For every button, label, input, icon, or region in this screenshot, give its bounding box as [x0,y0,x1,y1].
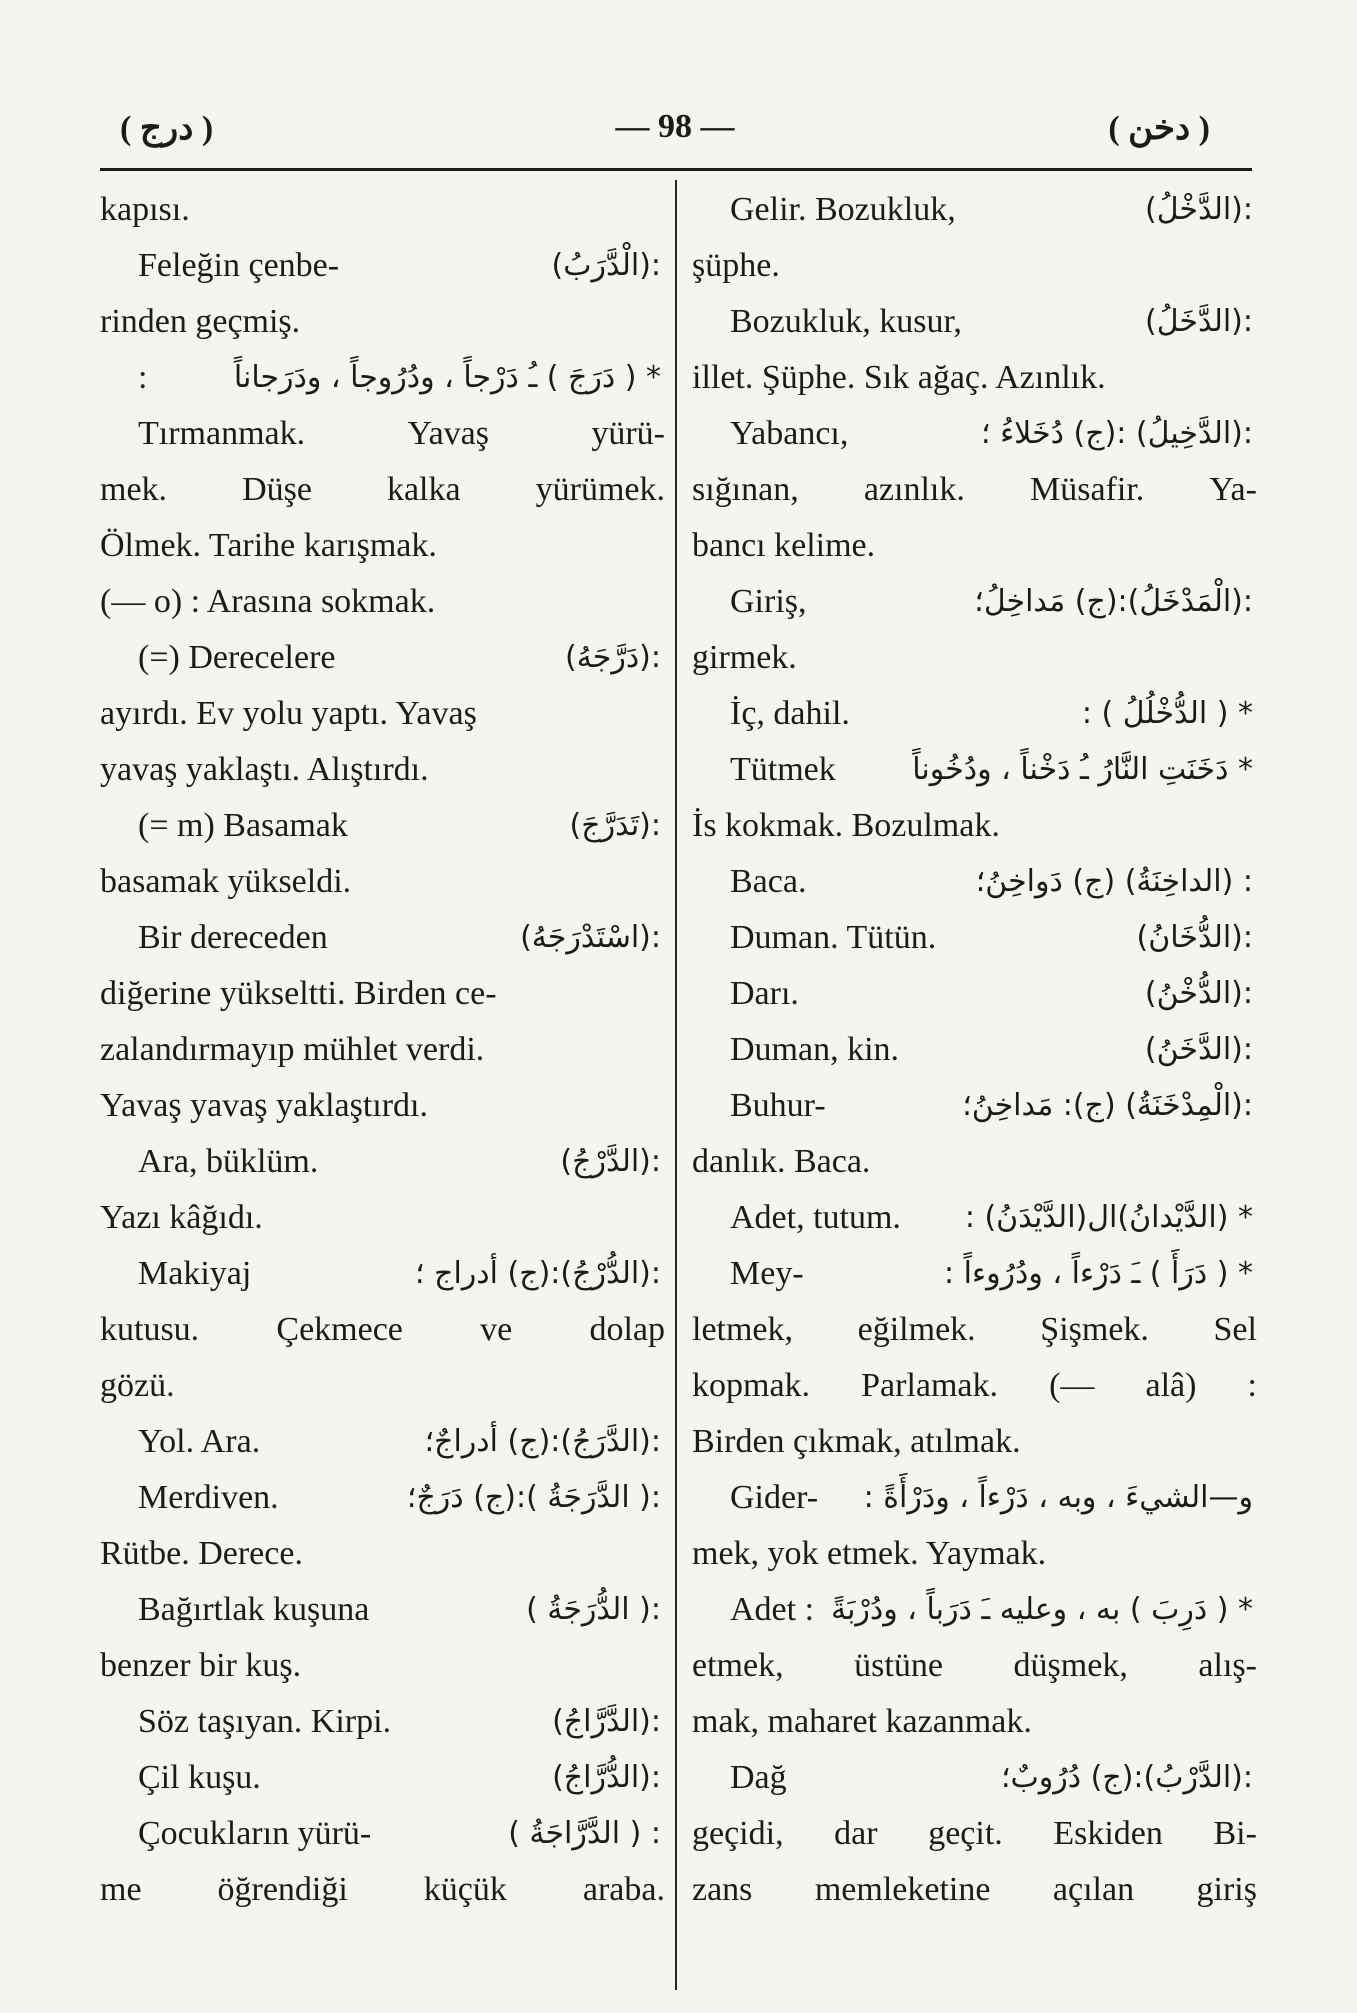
entry-word: eğilmek. [857,1311,976,1348]
entry-word: Yavaş [407,415,490,452]
entry-text: mek, yok etmek. Yaymak. [692,1535,1047,1572]
arabic-headword: :(الدَّخِيلُ) :(ج) دُخَلاءُ ؛ [981,416,1253,451]
dictionary-line [692,910,1257,966]
dictionary-line [692,1694,1257,1750]
dictionary-line [692,798,1257,854]
dictionary-line [692,686,1257,742]
entry-word: mek. [100,471,168,508]
entry-word: kopmak. [692,1367,811,1404]
dictionary-line [100,1358,665,1414]
entry-text: illet. Şüphe. Sık ağaç. Azınlık. [692,359,1106,396]
entry-word: Şişmek. [1040,1311,1149,1348]
entry-text: Yabancı, [730,415,849,452]
dictionary-line [692,854,1257,910]
dictionary-line [100,742,665,798]
dictionary-line [692,1078,1257,1134]
arabic-headword: :(الْمَدْخَلُ):(ج) مَداخِلُ؛ [974,584,1253,619]
entry-text: Gider- [730,1479,819,1516]
dictionary-line [692,1750,1257,1806]
arabic-headword: :(الدُّخَانُ) [1136,920,1253,955]
entry-text: (= m) Basamak [138,807,348,844]
dictionary-line [100,1526,665,1582]
entry-text: Bozukluk, kusur, [730,303,962,340]
entry-text: Baca. [730,863,807,900]
entry-word: geçit. [928,1815,1003,1852]
dictionary-line [692,462,1257,518]
entry-word: üstüne [854,1647,943,1684]
arabic-headword: :(الْمِدْخَنَةُ) (ج): مَداخِنُ؛ [962,1088,1253,1123]
arabic-headword: :(الدَّخَنُ) [1144,1032,1253,1067]
dictionary-line [692,742,1257,798]
dictionary-line [100,910,665,966]
dictionary-line [100,1582,665,1638]
arabic-headword: :(الدَّرْجُ) [560,1144,661,1179]
entry-word: araba. [582,1871,665,1908]
arabic-headword: :(الدُّرْجُ):(ج) أدراج ؛ [415,1256,661,1291]
arabic-headword: :(الدَّرْبُ):(ج) دُرُوبٌ؛ [1001,1760,1253,1795]
dictionary-line [100,518,665,574]
dictionary-line [692,406,1257,462]
entry-text: Merdiven. [138,1479,279,1516]
entry-text: benzer bir kuş. [100,1647,302,1684]
arabic-headword: :(الْدَّرَبُ) [551,248,661,283]
entry-text: Duman. Tütün. [730,919,937,956]
entry-word: giriş [1196,1871,1257,1908]
right-column [692,182,1257,1918]
entry-text: gözü. [100,1367,175,1404]
dictionary-line [692,350,1257,406]
arabic-headword: :( الدَّرَجَةُ ):(ج) دَرَجٌ؛ [406,1480,661,1515]
entry-text: (=) Derecelere [138,639,336,676]
dictionary-line [692,1358,1257,1414]
dictionary-line [100,1414,665,1470]
entry-word: düşmek, [1013,1647,1128,1684]
dictionary-line [692,1190,1257,1246]
dictionary-line [100,350,665,406]
dictionary-line [100,686,665,742]
arabic-headword: * ( الدُّخْلُلُ ) : [1081,696,1253,731]
arabic-headword: :(اسْتَدْرَجَهُ) [520,920,661,955]
arabic-headword: * دَخَنَتِ النَّارُ ـُ دَخْناً ، ودُخُوناً [912,752,1253,787]
arabic-headword: :(الدَّخَلُ) [1144,304,1253,339]
arabic-headword: :(الدَّرَجُ):(ج) أدراجٌ؛ [424,1424,661,1459]
entry-word: alış- [1198,1647,1257,1684]
entry-text: danlık. Baca. [692,1143,871,1180]
arabic-headword: : (الداخِنَةُ) (ج) دَواخِنُ؛ [975,864,1253,899]
entry-text: Feleğin çenbe- [138,247,340,284]
arabic-headword: * ( دَرَأَ ) ـَ دَرْءاً ، ودُرُوءاً : [943,1256,1253,1291]
entry-text: Çil kuşu. [138,1759,261,1796]
entry-text: Darı. [730,975,799,1012]
entry-text: zalandırmayıp mühlet verdi. [100,1031,485,1068]
dictionary-line [692,1134,1257,1190]
entry-text: Yavaş yavaş yaklaştırdı. [100,1087,428,1124]
arabic-headword: :( الدُّرَجَةُ ) [526,1592,661,1627]
page-number: — 98 — [615,108,735,145]
entry-text: Rütbe. Derece. [100,1535,303,1572]
entry-word: açılan [1052,1871,1135,1908]
entry-word: zans [692,1871,753,1908]
entry-text: Birden çıkmak, atılmak. [692,1423,1021,1460]
entry-text: Ölmek. Tarihe karışmak. [100,527,437,564]
entry-text: ayırdı. Ev yolu yaptı. Yavaş [100,695,477,732]
entry-word: etmek, [692,1647,784,1684]
entry-text: Tütmek [730,751,836,788]
dictionary-line [100,1470,665,1526]
entry-text: Bir dereceden [138,919,328,956]
dictionary-line [692,518,1257,574]
entry-word: Düşe [242,471,312,508]
dictionary-line [692,1638,1257,1694]
entry-text: Söz taşıyan. Kirpi. [138,1703,392,1740]
entry-text: Çocukların yürü- [138,1815,372,1852]
entry-word: Eskiden [1053,1815,1163,1852]
dictionary-line [100,1862,665,1918]
arabic-headword: :(تَدَرَّجَ) [569,808,661,843]
dictionary-line [100,182,665,238]
arabic-headword: :(الدُّرَّاجُ) [552,1760,661,1795]
entry-word: dolap [589,1311,665,1348]
dictionary-line [692,574,1257,630]
dictionary-line [100,1246,665,1302]
dictionary-line [692,630,1257,686]
dictionary-line [692,294,1257,350]
entry-word: alâ) [1145,1367,1197,1404]
entry-text: girmek. [692,639,797,676]
dictionary-line [692,1470,1257,1526]
entry-word: Tırmanmak. [138,415,306,452]
entry-text: bancı kelime. [692,527,876,564]
dictionary-line [100,406,665,462]
header-left-keyword: ( درج ) [120,110,214,147]
entry-text: mak, maharet kazanmak. [692,1703,1032,1740]
left-column [100,182,665,1918]
dictionary-line [692,1582,1257,1638]
dictionary-line [100,1302,665,1358]
dictionary-line [692,238,1257,294]
entry-word: Sel [1213,1311,1257,1348]
entry-text: Adet, tutum. [730,1199,901,1236]
dictionary-line [100,1750,665,1806]
arabic-headword: :(دَرَّجَهُ) [565,640,661,675]
dictionary-line [692,1806,1257,1862]
entry-text: Duman, kin. [730,1031,900,1068]
entry-text: Ara, büklüm. [138,1143,319,1180]
dictionary-line [100,1078,665,1134]
arabic-headword: :(الدَّخْلُ) [1144,192,1253,227]
dictionary-line [692,966,1257,1022]
entry-text: şüphe. [692,247,780,284]
entry-word: Müsafir. [1030,471,1145,508]
entry-text: Bağırtlak kuşuna [138,1591,370,1628]
arabic-headword: : ( الدَّرَّاجَةُ ) [508,1816,661,1851]
dictionary-line [100,294,665,350]
entry-text: yavaş yaklaştı. Alıştırdı. [100,751,429,788]
dictionary-line [692,1526,1257,1582]
dictionary-line [100,1022,665,1078]
entry-text: : [138,359,148,396]
dictionary-line [692,1862,1257,1918]
entry-word: küçük [423,1871,507,1908]
entry-word: yürümek. [535,471,665,508]
entry-word: Ya- [1209,471,1257,508]
dictionary-line [100,1134,665,1190]
entry-text: Dağ [730,1759,787,1796]
dictionary-line [100,1638,665,1694]
page-header [100,108,1250,158]
entry-text: Yazı kâğıdı. [100,1199,263,1236]
entry-text: Yol. Ara. [138,1423,261,1460]
dictionary-line [100,854,665,910]
entry-word: me [100,1871,142,1908]
dictionary-line [100,574,665,630]
entry-word: ve [480,1311,513,1348]
entry-text: kapısı. [100,191,190,228]
dictionary-line [100,1806,665,1862]
entry-text: basamak yükseldi. [100,863,352,900]
entry-word: (— [1049,1367,1095,1404]
entry-word: öğrendiği [217,1871,348,1908]
entry-word: Bi- [1213,1815,1257,1852]
entry-text: Makiyaj [138,1255,252,1292]
dictionary-line [692,1414,1257,1470]
entry-word: dar [834,1815,878,1852]
entry-text: Adet : [730,1591,815,1628]
entry-word: : [1247,1367,1257,1404]
arabic-headword: و—الشيءَ ، وبه ، دَرْءاً ، ودَرْأَةً : [863,1480,1253,1515]
arabic-headword: :(الدُّخْنُ) [1144,976,1253,1011]
entry-text: Giriş, [730,583,807,620]
entry-word: azınlık. [863,471,965,508]
entry-text: Gelir. Bozukluk, [730,191,956,228]
entry-text: İç, dahil. [730,695,850,732]
entry-word: Parlamak. [861,1367,999,1404]
entry-text: diğerine yükseltti. Birden ce- [100,975,497,1012]
dictionary-line [100,966,665,1022]
header-rule [100,168,1252,171]
entry-word: Çekmece [276,1311,403,1348]
entry-word: letmek, [692,1311,794,1348]
entry-word: geçidi, [692,1815,784,1852]
arabic-headword: * (الدَّيْدانُ)ال(الدَّيْدَنُ) : [964,1200,1253,1235]
column-divider [675,180,677,1990]
entry-word: yürü- [591,415,665,452]
entry-text: İs kokmak. Bozulmak. [692,807,1000,844]
entry-word: kutusu. [100,1311,200,1348]
entry-text: Mey- [730,1255,804,1292]
dictionary-line [692,1246,1257,1302]
header-right-keyword: ( دخن ) [1108,110,1210,147]
dictionary-line [100,462,665,518]
entry-text: rinden geçmiş. [100,303,301,340]
dictionary-line [692,182,1257,238]
arabic-headword: :(الدَّرَّاجُ) [552,1704,661,1739]
dictionary-line [100,798,665,854]
arabic-headword: * ( دَرِبَ ) به ، وعليه ـَ دَرَباً ، ودُرْبَةً [830,1592,1253,1627]
entry-text: (— o) : Arasına sokmak. [100,583,436,620]
entry-text: Buhur- [730,1087,826,1124]
arabic-headword: * ( دَرَجَ ) ـُ دَرْجاً ، ودُرُوجاً ، ودَرَجاناً [233,360,661,395]
dictionary-line [692,1022,1257,1078]
entry-word: memleketine [814,1871,991,1908]
dictionary-line [100,1190,665,1246]
dictionary-line [100,1694,665,1750]
entry-word: sığınan, [692,471,799,508]
dictionary-line [692,1302,1257,1358]
entry-word: kalka [386,471,461,508]
dictionary-line [100,238,665,294]
dictionary-line [100,630,665,686]
